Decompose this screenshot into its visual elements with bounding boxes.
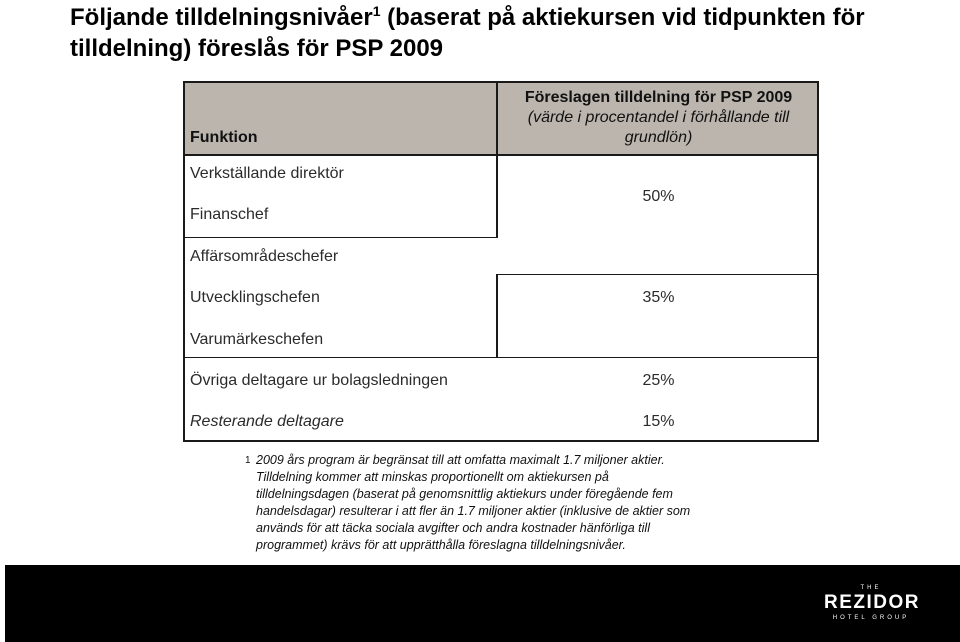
row-label-brand: Varumärkeschefen (190, 331, 324, 348)
footnote (245, 452, 735, 554)
title-line2: tilldelning) föreslås för PSP 2009 (70, 35, 444, 62)
header-allocation-title: Föreslagen tilldelning för PSP 2009 (524, 89, 793, 106)
header-allocation (498, 88, 819, 148)
value-35: 35% (642, 289, 675, 306)
title-line1-post: (baserat på aktiekursen vid tidpunkten för (380, 4, 865, 31)
logo-the: THE (860, 585, 882, 591)
row-label-development: Utvecklingschefen (190, 289, 320, 306)
header-separator (183, 154, 819, 156)
row-label-remaining: Resterande deltagare (190, 413, 344, 430)
row-label-other-management: Övriga deltagare ur bolagsledningen (190, 372, 448, 389)
row-divider-2 (496, 274, 819, 275)
value-15: 15% (642, 413, 675, 430)
footnote-line: Tilldelning kommer att minskas proportionellt om aktiekursen på (256, 470, 609, 484)
value-25: 25% (642, 372, 675, 389)
footnote-line: tilldelningsdagen (baserat på genomsnittlig aktiekurs under föregående fem (256, 487, 673, 501)
footnote-line: handelsdagar) resulterar i att fler än 1.7 miljoner aktier (inklusive de aktier som (256, 504, 691, 518)
row-divider-1 (183, 237, 498, 238)
logo-name: REZIDOR (824, 592, 920, 613)
footer-bar (5, 565, 960, 642)
header-function: Funktion (190, 129, 258, 146)
logo-subtitle: HOTEL GROUP (832, 615, 910, 621)
footnote-line: programmet) krävs för att upprätthålla föreslagna tilldelningsnivåer. (256, 538, 626, 552)
column-divider-bottom (496, 274, 498, 357)
title-superscript: 1 (372, 3, 381, 19)
row-label-ceo: Verkställande direktör (190, 165, 344, 182)
header-allocation-note-1: (värde i procentandel i förhållande till (527, 109, 790, 126)
value-50: 50% (642, 188, 675, 205)
table-border-left (183, 81, 185, 442)
table-border-bottom (183, 440, 819, 442)
footnote-line: används för att täcka sociala avgifter och andra kostnader hänförliga till (256, 521, 650, 535)
table-border-top (183, 81, 819, 83)
footnote-line: 2009 års program är begränsat till att omfatta maximalt 1.7 miljoner aktier. (256, 453, 665, 467)
allocation-table (183, 81, 819, 442)
row-divider-3 (183, 357, 819, 358)
footnote-mark: 1 (245, 455, 251, 466)
rezidor-logo (824, 584, 918, 622)
title-line1-pre: Följande tilldelningsnivåer (70, 4, 373, 31)
row-label-business-heads: Affärsområdeschefer (190, 248, 339, 265)
row-label-cfo: Finanschef (190, 206, 269, 223)
page-title (70, 2, 930, 64)
header-allocation-note-2: grundlön) (624, 129, 693, 146)
